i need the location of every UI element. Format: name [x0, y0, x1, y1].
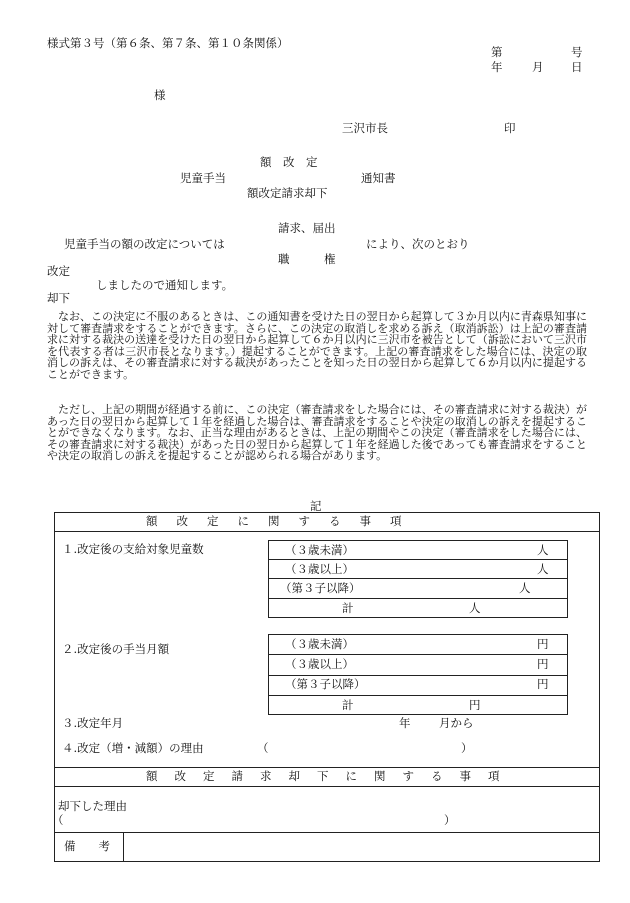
divider [268, 578, 568, 579]
section1-header: 額改定に関する事項 [146, 514, 421, 528]
form-number: 様式第３号（第６条、第７条、第１０条関係） [47, 36, 289, 50]
item4-open-paren: （ [257, 741, 269, 755]
divider [54, 531, 600, 532]
item3-year: 年 [399, 716, 411, 730]
remarks-field[interactable] [130, 838, 592, 858]
date-year: 年 [491, 60, 503, 74]
item1-row-label: （３歳未満） [285, 543, 354, 557]
item1-row-label: （第３子以降） [280, 581, 361, 595]
sentence-ending: しましたので通知します。 [96, 278, 234, 292]
sentence-suffix: により、次のとおり [366, 237, 470, 251]
rejection-open-paren: （ [52, 813, 64, 827]
item2-total-unit: 円 [469, 698, 481, 712]
section2-header: 額改定請求却下に関する事項 [146, 769, 517, 783]
divider [268, 654, 568, 655]
sentence-prefix: 児童手当の額の改定については [64, 237, 225, 251]
item2-row-unit: 円 [537, 677, 549, 691]
title-top: 額 改 定 [260, 155, 318, 169]
remarks-label: 備 考 [64, 839, 110, 853]
item2-row-label: （３歳以上） [285, 657, 354, 671]
doc-no-prefix: 第 [491, 45, 503, 59]
divider [268, 559, 568, 560]
divider [268, 695, 568, 696]
seal-mark: 印 [504, 121, 516, 135]
divider [268, 675, 568, 676]
title-right: 通知書 [361, 171, 396, 185]
notice-paragraph-2: ただし、上記の期間が経過する前に、この決定（審査請求をした場合には、その審査請求に対する裁決）があった日の翌日から起算して１年を経過した場合は、審査請求をすることや決定の取消しの訴えを提起することができなくなります。なお、正当な理由があるときは、上記の期間やこの決定（審査請求をした場合には、その審査請求に対する裁決）があった日の翌日から起算して１年を経過した後であっても審査請求をすることや決定の取消しの訴えを提起することが認められる場合があります。 [47, 403, 587, 463]
divider [123, 832, 124, 862]
date-month: 月 [532, 60, 544, 74]
rejection-close-paren: ） [444, 813, 456, 827]
item1-row-unit: 人 [519, 581, 531, 595]
item1-row-label: （３歳以上） [285, 562, 354, 576]
item3-label: ３.改定年月 [62, 716, 124, 730]
item4-close-paren: ） [461, 741, 473, 755]
doc-no-suffix: 号 [571, 45, 583, 59]
issuer: 三沢市長 [342, 121, 388, 135]
divider [54, 786, 600, 787]
addressee-suffix: 様 [154, 88, 166, 102]
title-bottom: 額改定請求却下 [247, 186, 328, 200]
item1-row-unit: 人 [537, 562, 549, 576]
ki-label: 記 [310, 499, 322, 513]
option-ex-officio: 職 権 [278, 252, 336, 266]
option-request: 請求、届出 [278, 221, 336, 235]
item1-total-unit: 人 [469, 601, 481, 615]
item2-row-unit: 円 [537, 637, 549, 651]
divider [54, 832, 600, 833]
item2-row-unit: 円 [537, 657, 549, 671]
item2-row-label: （３歳未満） [285, 637, 354, 651]
option-kaitei: 改定 [47, 264, 70, 278]
option-kyakka: 却下 [47, 291, 70, 305]
item1-row-unit: 人 [537, 543, 549, 557]
notice-paragraph-1: なお、この決定に不服のあるときは、この通知書を受けた日の翌日から起算して３か月以内に青森県知事に対して審査請求をすることができます。さらに、この決定の取消しを求める訴え（取消訴訟）は上記の審査請求に対する裁決の送達を受けた日の翌日から起算して６か月以内に三沢市を被告として（訴訟において三沢市を代表する者は三沢市長となります。）提起することができます。上記の審査請求をした場合には、決定の取消しの訴えは、その審査請求に対する裁決があったことを知った日の翌日から起算して６か月以内に提起することができます。 [47, 310, 587, 381]
title-left: 児童手当 [180, 171, 226, 185]
item1-label: １.改定後の支給対象児童数 [62, 542, 204, 556]
divider [268, 598, 568, 599]
item2-row-label: （第３子以降） [285, 677, 366, 691]
item3-month-from: 月から [439, 716, 474, 730]
divider [54, 767, 600, 768]
item1-total-label: 計 [342, 601, 354, 615]
date-day: 日 [571, 60, 583, 74]
item2-label: ２.改定後の手当月額 [62, 642, 170, 656]
rejection-reason-label: 却下した理由 [58, 799, 127, 813]
item2-total-label: 計 [342, 698, 354, 712]
item4-label: ４.改定（増・減額）の理由 [62, 741, 204, 755]
